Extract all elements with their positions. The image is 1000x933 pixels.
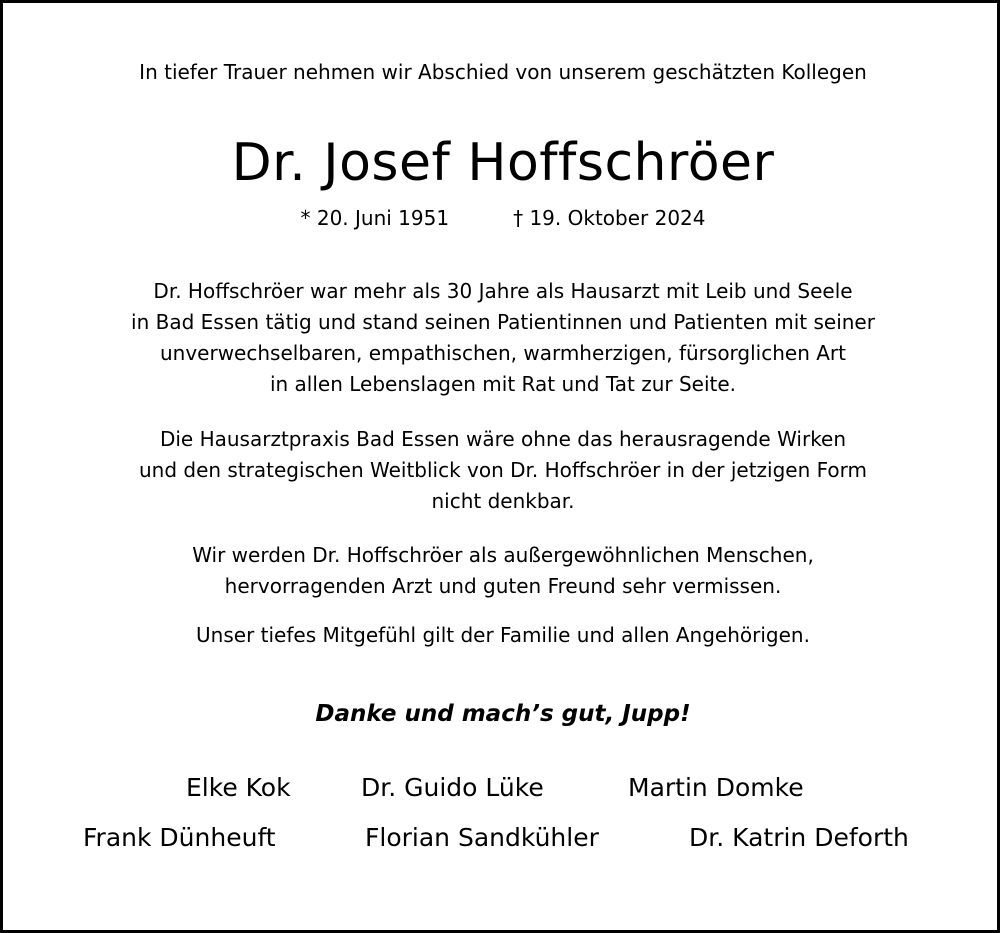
paragraph-line: nicht denkbar. — [431, 489, 575, 513]
paragraph-line: Dr. Hoffschröer war mehr als 30 Jahre als Hausarzt mit Leib und Seele — [153, 279, 853, 303]
signatory-name: Dr. Guido Lüke — [361, 773, 544, 802]
birth-date: * 20. Juni 1951 — [300, 206, 450, 230]
paragraph-line: unverwechselbaren, empathischen, warmherzigen, fürsorglichen Art — [159, 341, 846, 365]
signatory-name: Frank Dünheuft — [83, 823, 276, 852]
signatory-name: Elke Kok — [186, 773, 291, 802]
paragraph-condolence — [3, 620, 1000, 651]
deceased-name: Dr. Josef Hoffschröer — [231, 133, 775, 193]
paragraph-line: Unser tiefes Mitgefühl gilt der Familie und allen Angehörigen. — [196, 623, 810, 647]
intro-text: In tiefer Trauer nehmen wir Abschied von unserem geschätzten Kollegen — [139, 60, 867, 84]
signatory-name: Dr. Katrin Deforth — [689, 823, 909, 852]
paragraph-line: in allen Lebenslagen mit Rat und Tat zur Seite. — [269, 372, 737, 396]
paragraph-career — [3, 276, 1000, 400]
death-date: † 19. Oktober 2024 — [513, 206, 706, 230]
paragraph-line: Wir werden Dr. Hoffschröer als außergewöhnlichen Menschen, — [192, 543, 814, 567]
paragraph-line: hervorragenden Arzt und guten Freund sehr vermissen. — [224, 574, 782, 598]
signatory-name: Martin Domke — [628, 773, 804, 802]
signatory-name: Florian Sandkühler — [365, 823, 599, 852]
life-dates — [3, 206, 1000, 230]
farewell-line: Danke und mach’s gut, Jupp! — [315, 701, 691, 727]
paragraph-line: Die Hausarztpraxis Bad Essen wäre ohne das herausragende Wirken — [159, 427, 847, 451]
paragraph-line: in Bad Essen tätig und stand seinen Patientinnen und Patienten mit seiner — [131, 310, 875, 334]
paragraph-practice — [3, 424, 1000, 517]
paragraph-miss — [3, 540, 1000, 602]
paragraph-line: und den strategischen Weitblick von Dr. Hoffschröer in der jetzigen Form — [138, 458, 868, 482]
